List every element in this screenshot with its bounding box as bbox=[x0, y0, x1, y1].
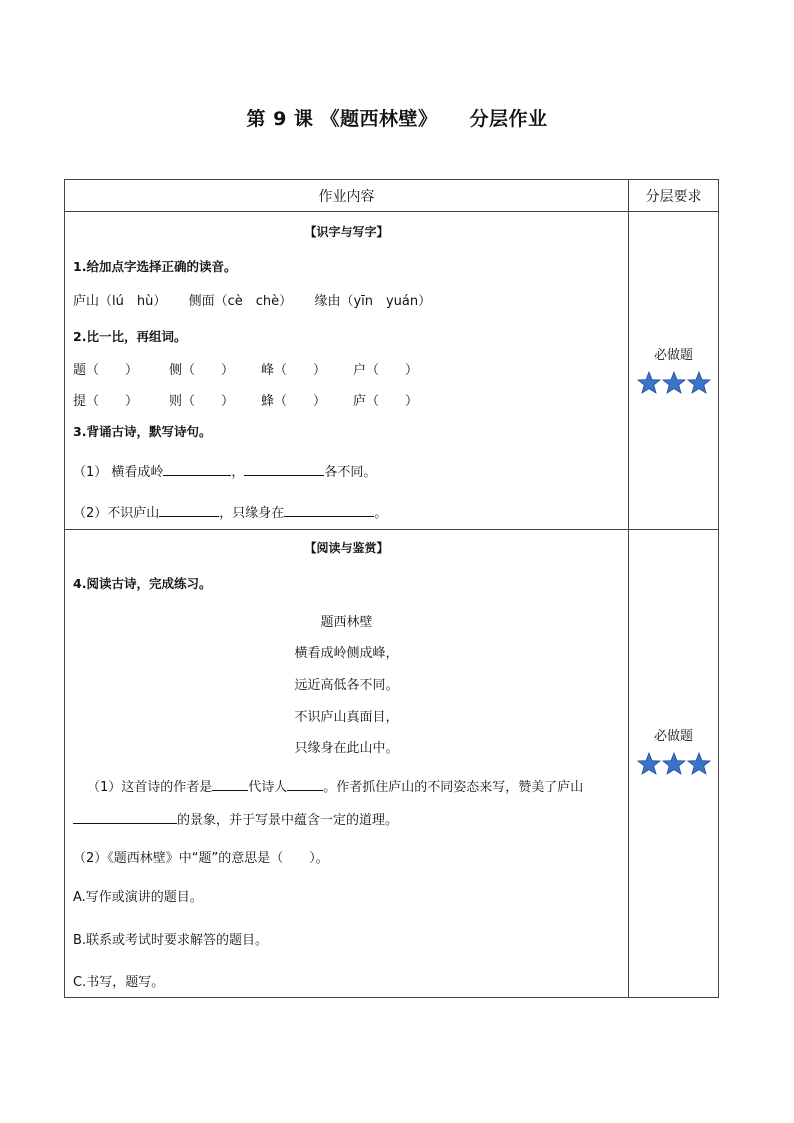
q3-text: （2）不识庐山 bbox=[73, 506, 160, 521]
star-icon bbox=[662, 752, 686, 775]
answer-blank[interactable] bbox=[73, 809, 177, 824]
poem-line: 远近高低各不同。 bbox=[294, 678, 399, 693]
section2-content bbox=[65, 530, 629, 998]
poem-line: 横看成岭侧成峰， bbox=[294, 646, 399, 661]
homework-table bbox=[64, 179, 719, 998]
difficulty-stars bbox=[629, 371, 718, 394]
p1-text: （1）这首诗的作者是 bbox=[87, 780, 213, 795]
p1-text: 的景象，并于写景中蕴含一定的道理。 bbox=[177, 813, 399, 828]
q2-cell: 侧（ ） bbox=[169, 363, 235, 378]
question-3-line1 bbox=[73, 461, 376, 480]
question-2: 2.比一比，再组词。 bbox=[73, 329, 187, 344]
q2-cell: 峰（ ） bbox=[261, 363, 327, 378]
section1-content bbox=[65, 212, 629, 530]
header-requirement: 分层要求 bbox=[629, 180, 719, 212]
poem-line: 不识庐山真面目， bbox=[294, 710, 399, 725]
title-subtitle: 分层作业 bbox=[469, 108, 548, 130]
part-1-line1 bbox=[87, 776, 583, 795]
q3-text: （1） 横看成岭 bbox=[73, 465, 164, 480]
star-icon bbox=[687, 752, 711, 775]
question-1-items bbox=[73, 290, 431, 309]
question-3-line2 bbox=[73, 502, 387, 521]
q2-cell: 蜂（ ） bbox=[261, 394, 327, 409]
answer-blank[interactable] bbox=[287, 776, 323, 791]
q2-cell: 庐（ ） bbox=[353, 394, 419, 409]
answer-blank[interactable] bbox=[212, 776, 248, 791]
part-1-line2 bbox=[73, 809, 398, 828]
q2-cell: 则（ ） bbox=[169, 394, 235, 409]
answer-blank[interactable] bbox=[159, 502, 219, 517]
q3-text: ，只缘身在 bbox=[219, 506, 285, 521]
requirement-label: 必做题 bbox=[653, 729, 693, 744]
difficulty-stars bbox=[629, 752, 718, 775]
star-icon bbox=[687, 371, 711, 394]
option-a: A.写作或演讲的题目。 bbox=[73, 890, 203, 905]
question-1: 1.给加点字选择正确的读音。 bbox=[73, 259, 237, 274]
answer-blank[interactable] bbox=[244, 461, 324, 476]
q3-text: 各不同。 bbox=[324, 465, 377, 480]
part-2: （2）《题西林壁》中“题”的意思是（ ）。 bbox=[73, 851, 329, 866]
table-row-section2 bbox=[65, 530, 719, 998]
q1-item: 侧面（cè chè） bbox=[188, 294, 293, 309]
question-4: 4.阅读古诗，完成练习。 bbox=[73, 576, 212, 591]
requirement-label: 必做题 bbox=[653, 348, 693, 363]
q2-cell: 户（ ） bbox=[353, 363, 419, 378]
page-title bbox=[0, 104, 794, 131]
q3-text: ， bbox=[231, 465, 245, 480]
q3-text: 。 bbox=[374, 506, 388, 521]
question-3: 3.背诵古诗，默写诗句。 bbox=[73, 424, 212, 439]
table-row-section1 bbox=[65, 212, 719, 530]
answer-blank[interactable] bbox=[163, 461, 231, 476]
q2-cell: 提（ ） bbox=[73, 394, 139, 409]
answer-blank[interactable] bbox=[284, 502, 374, 517]
option-b: B.联系或考试时要求解答的题目。 bbox=[73, 933, 269, 948]
section1-heading: 【识字与写字】 bbox=[304, 225, 389, 239]
p1-text: 。作者抓住庐山的不同姿态来写，赞美了庐山 bbox=[323, 780, 584, 795]
title-lesson: 第 9 课 《题西林壁》 bbox=[246, 108, 438, 130]
star-icon bbox=[662, 371, 686, 394]
section1-requirement bbox=[629, 212, 719, 530]
star-icon bbox=[637, 752, 661, 775]
q1-item: 庐山（lú hù） bbox=[73, 294, 167, 309]
q1-item: 缘由（yīn yuán） bbox=[314, 294, 432, 309]
star-icon bbox=[637, 371, 661, 394]
poem-line: 只缘身在此山中。 bbox=[294, 741, 399, 756]
section2-requirement bbox=[629, 530, 719, 998]
q2-cell: 题（ ） bbox=[73, 363, 139, 378]
section2-heading: 【阅读与鉴赏】 bbox=[304, 541, 389, 555]
p1-text: 代诗人 bbox=[248, 780, 288, 795]
table-header-row bbox=[65, 180, 719, 212]
header-content: 作业内容 bbox=[65, 180, 629, 212]
option-c: C.书写，题写。 bbox=[73, 975, 165, 990]
poem-title: 题西林壁 bbox=[320, 615, 373, 630]
